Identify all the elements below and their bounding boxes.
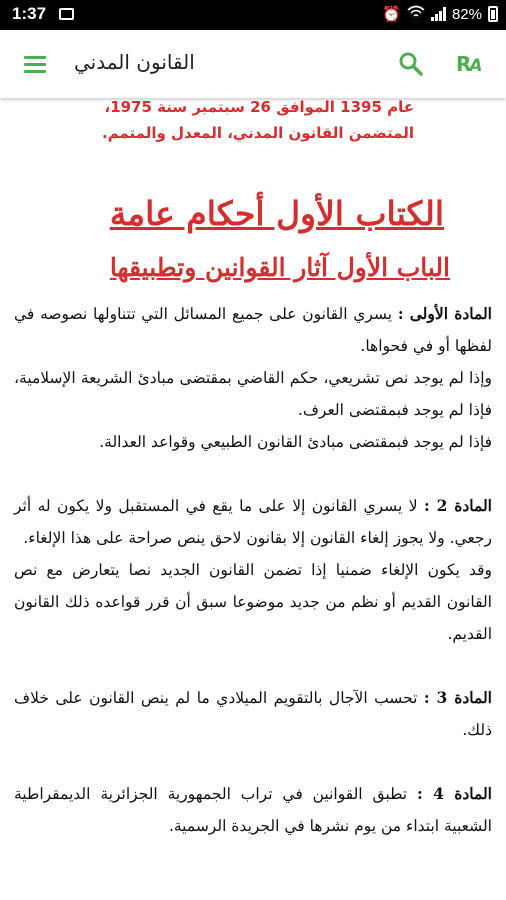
article-label: المادة 2 : (423, 496, 492, 515)
status-icons (382, 5, 498, 23)
article-paragraph: يسري القانون على جميع المسائل التي تتناولها نصوصه في لفظها أو في فحواها. (14, 305, 492, 355)
intro-text (34, 98, 414, 146)
article-2 (14, 490, 492, 650)
article-3 (14, 682, 492, 746)
font-icon-letter-a: A (469, 56, 481, 76)
wifi-icon (407, 5, 425, 23)
articles-list (14, 298, 492, 874)
law-content[interactable] (0, 98, 506, 900)
article-paragraph: تطبق القوانين في تراب الجمهورية الجزائرية الديمقراطية الشعبية ابتداء من يوم نشرها في الجريدة الرسمية. (14, 785, 492, 835)
book-title: الكتاب الأول أحكام عامة (109, 194, 444, 233)
app-bar (0, 30, 506, 98)
article-label: المادة الأولى : (397, 304, 492, 323)
article-paragraph: لا يسري القانون إلا على ما يقع في المستقبل ولا يكون له أثر رجعي. ولا يجوز إلغاء القانون إلا بقانون لاحق ينص صراحة على هذا الإلغاء. (14, 497, 492, 547)
status-bar (0, 0, 506, 30)
article-paragraph: وإذا لم يوجد نص تشريعي، حكم القاضي بمقتضى مبادئ الشريعة الإسلامية، فإذا لم يوجد فبمقتضى العرف. (14, 369, 492, 419)
image-icon (59, 8, 74, 20)
article-paragraph: تحسب الآجال بالتقويم الميلادي ما لم ينص القانون على خلاف ذلك. (14, 689, 492, 739)
battery-percent: 82% (451, 5, 482, 23)
intro-line-2: المتضمن القانون المدني، المعدل والمتمم. (102, 124, 414, 142)
search-icon[interactable] (398, 51, 424, 77)
article-4 (14, 778, 492, 842)
signal-icon (431, 7, 446, 21)
article-1 (14, 298, 492, 458)
font-size-icon[interactable] (456, 52, 481, 76)
article-label: المادة 4 : (417, 784, 492, 803)
article-label: المادة 3 : (423, 688, 492, 707)
intro-line-1: عام 1395 الموافق 26 سبتمبر سنة 1975، (104, 98, 414, 116)
alarm-icon: ⏰ (382, 6, 401, 23)
status-time: 1:37 (12, 4, 47, 23)
font-icon-letter-r: R (456, 52, 470, 76)
battery-icon (488, 6, 498, 22)
article-paragraph: وقد يكون الإلغاء ضمنيا إذا تضمن القانون الجديد نصا يتعارض مع نص القانون القديم أو نظم من جديد موضوعا سبق أن قرر قواعده ذلك القانون القديم. (14, 561, 492, 643)
app-title: القانون المدني (74, 50, 195, 74)
menu-icon[interactable] (24, 56, 46, 74)
chapter-title: الباب الأول آثار القوانين وتطبيقها (109, 253, 450, 282)
article-paragraph: فإذا لم يوجد فبمقتضى مبادئ القانون الطبيعي وقواعد العدالة. (99, 433, 492, 451)
